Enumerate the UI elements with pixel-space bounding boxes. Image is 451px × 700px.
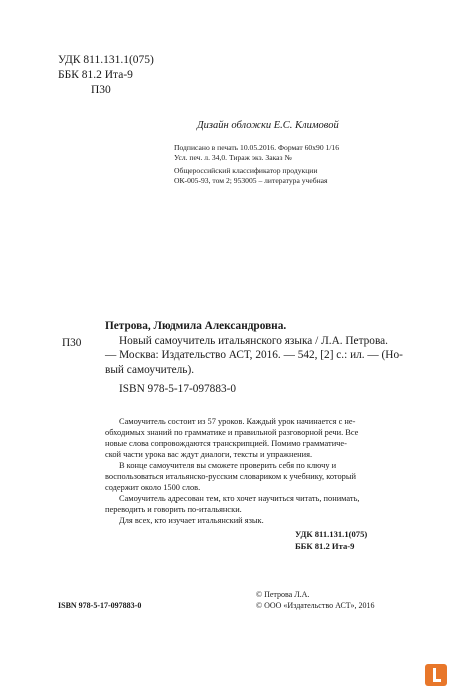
annotation-line: переводить и говорить по-итальянски. (105, 505, 242, 514)
classification-block (58, 53, 154, 98)
bib-line: вый самоучитель). (105, 363, 195, 376)
annotation-line: Самоучитель адресован тем, кто хочет научиться читать, понимать, (119, 494, 360, 503)
print-info-line: ОК-005-93, том 2; 953005 – литература учебная (174, 176, 328, 185)
codes-right (295, 528, 367, 552)
annotation-line: ской части урока вас ждут диалоги, тексты и упражнения. (105, 450, 313, 459)
bib-block (105, 319, 403, 397)
footer-isbn: ISBN 978-5-17-097883-0 (58, 601, 142, 610)
bib-line: — Москва: Издательство АСТ, 2016. — 542, [2] с.: ил. — (Но- (105, 349, 403, 361)
print-info-line: Подписано в печать 10.05.2016. Формат 60x90 1/16 (174, 143, 340, 152)
print-info-line: Усл. печ. л. 34,0. Тираж экз. Заказ № (174, 153, 292, 162)
annotation (105, 416, 360, 526)
print-info-line: Общероссийский классификатор продукции (174, 166, 318, 175)
publisher-logo-icon (425, 664, 447, 686)
copyright-block (256, 589, 374, 611)
udk-code: УДК 811.131.1(075) (58, 54, 154, 66)
annotation-line: В конце самоучителя вы сможете проверить себя по ключу и (119, 461, 337, 470)
bbk-code: ББК 81.2 Ита-9 (58, 69, 133, 81)
design-credit: Дизайн обложки Е.С. Климовой (197, 120, 339, 131)
bib-isbn: ISBN 978-5-17-097883-0 (119, 383, 237, 395)
annotation-line: новые слова сопровождаются транскрипцией. Помимо грамматиче- (105, 439, 347, 448)
bbk-code-right: ББК 81.2 Ита-9 (295, 541, 355, 551)
bib-author: Петрова, Людмила Александровна. (105, 320, 287, 332)
annotation-line: воспользоваться итальянско-русским словариком к учебнику, который (105, 472, 356, 481)
annotation-line: обходимых знаний по грамматике и правильной разговорной речи. Все (105, 428, 359, 437)
copyright-line: © Петрова Л.А. (256, 590, 310, 599)
annotation-line: содержит около 1500 слов. (105, 483, 201, 492)
annotation-line: Самоучитель состоит из 57 уроков. Каждый урок начинается с не- (119, 417, 356, 426)
bib-line: Новый самоучитель итальянского языка / Л.А. Петрова. (119, 334, 388, 347)
udk-code-right: УДК 811.131.1(075) (295, 529, 368, 539)
print-info (174, 143, 339, 186)
bib-code: П30 (62, 337, 82, 349)
annotation-line: Для всех, кто изучает итальянский язык. (119, 516, 264, 525)
copyright-line: © ООО «Издательство АСТ», 2016 (256, 601, 375, 610)
author-code: П30 (91, 84, 111, 96)
